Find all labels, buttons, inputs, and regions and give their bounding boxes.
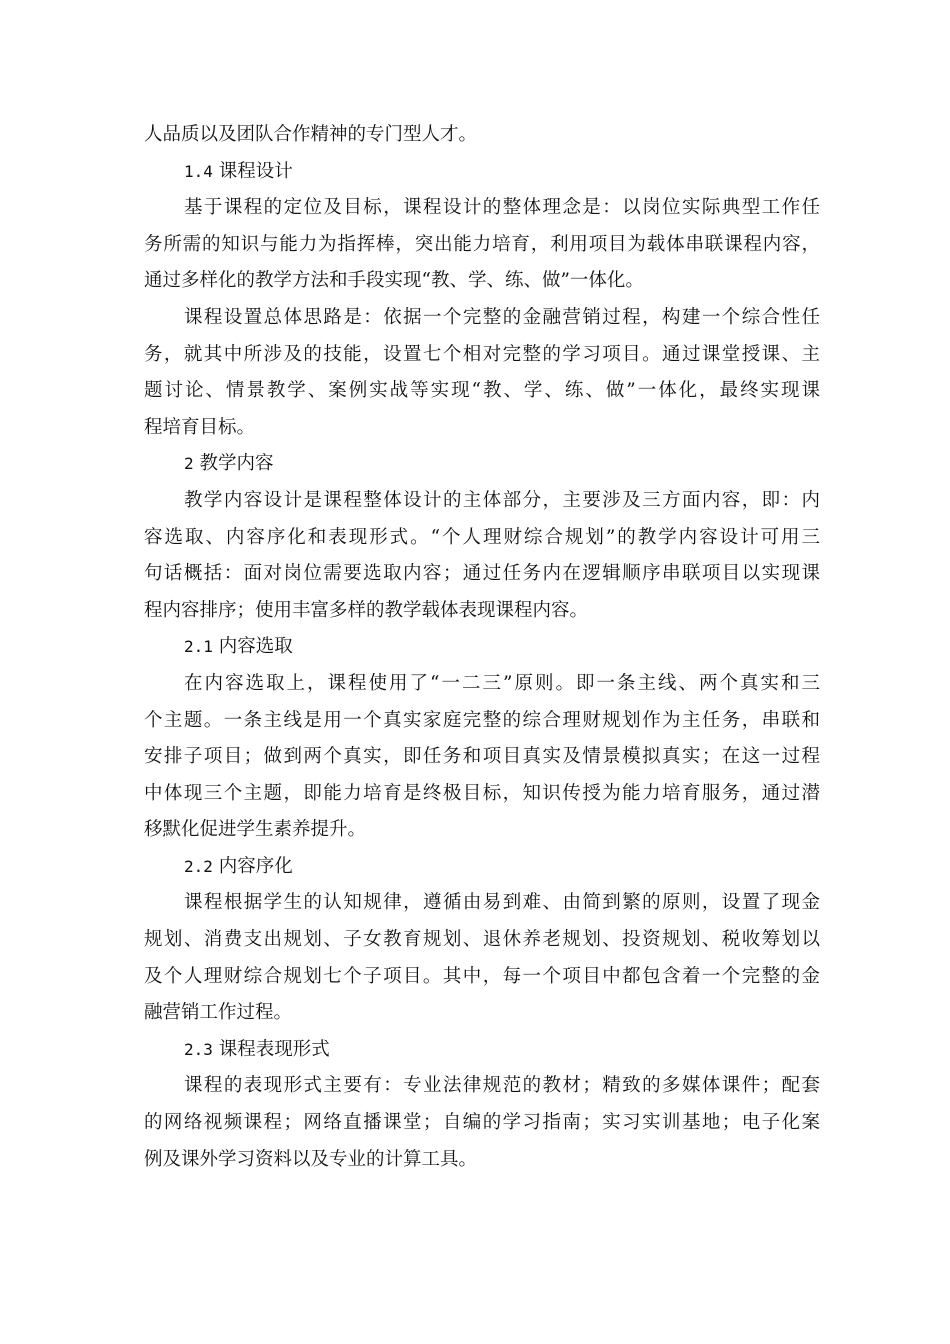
- paragraph-line: 融营销工作过程。: [144, 1002, 293, 1024]
- section-heading: [144, 629, 820, 666]
- section-heading: [144, 446, 820, 483]
- paragraph-line: 程培育目标。: [144, 416, 256, 438]
- section-heading: [144, 154, 820, 191]
- paragraph-line: 课程的表现形式主要有：专业法律规范的教材；精致的多媒体课件；配套: [184, 1075, 820, 1097]
- section-heading: [144, 849, 820, 886]
- paragraph-line: 教学内容设计是课程整体设计的主体部分，主要涉及三方面内容，即：内: [184, 489, 820, 511]
- section-number: 2.2: [184, 856, 213, 876]
- section-title: 内容序化: [218, 855, 293, 877]
- paragraph-line: 及个人理财综合规划七个子项目。其中，每一个项目中都包含着一个完整的金: [144, 965, 820, 987]
- section-title: 课程表现形式: [218, 1038, 330, 1060]
- paragraph-line: 通过多样化的教学方法和手段实现“教、学、练、做”一体化。: [144, 270, 644, 292]
- section-number: 2.3: [184, 1039, 213, 1059]
- document-body: [144, 117, 820, 1178]
- section-number: 2.1: [184, 637, 213, 657]
- paragraph-line: 中体现三个主题，即能力培育是终极目标，知识传授为能力培育服务，通过潜: [144, 782, 820, 804]
- paragraph-line: 个主题。一条主线是用一个真实家庭完整的综合理财规划作为主任务，串联和: [144, 709, 820, 731]
- paragraph-line: 题讨论、情景教学、案例实战等实现“教、学、练、做”一体化，最终实现课: [144, 380, 820, 402]
- section-title: 内容选取: [218, 636, 293, 658]
- paragraph-line: 例及课外学习资料以及专业的计算工具。: [144, 1148, 478, 1170]
- paragraph-line: 务所需的知识与能力为指挥棒，突出能力培育，利用项目为载体串联课程内容，: [144, 233, 820, 255]
- section-number: 2: [184, 454, 194, 474]
- paragraph-line: 务，就其中所涉及的技能，设置七个相对完整的学习项目。通过课堂授课、主: [144, 343, 820, 365]
- paragraph-line: 安排子项目；做到两个真实，即任务和项目真实及情景模拟真实；在这一过程: [144, 746, 820, 768]
- section-title: 教学内容: [199, 453, 274, 475]
- paragraph-line: 课程设置总体思路是：依据一个完整的金融营销过程，构建一个综合性任: [184, 306, 820, 328]
- paragraph-line: 的网络视频课程；网络直播课堂；自编的学习指南；实习实训基地；电子化案: [144, 1112, 820, 1134]
- paragraph-line: 移默化促进学生素养提升。: [144, 819, 367, 841]
- paragraph-line: 规划、消费支出规划、子女教育规划、退休养老规划、投资规划、税收筹划以: [144, 929, 820, 951]
- section-number: 1.4: [184, 161, 213, 181]
- section-heading: [144, 1032, 820, 1069]
- paragraph-line: 基于课程的定位及目标，课程设计的整体理念是：以岗位实际典型工作任: [184, 197, 820, 219]
- paragraph-line: 在内容选取上，课程使用了“一二三”原则。即一条主线、两个真实和三: [184, 672, 820, 694]
- paragraph-line: 人品质以及团队合作精神的专门型人才。: [144, 124, 478, 145]
- paragraph-line: 课程根据学生的认知规律，遵循由易到难、由简到繁的原则，设置了现金: [184, 892, 820, 914]
- paragraph-line: 程内容排序；使用丰富多样的教学载体表现课程内容。: [144, 599, 589, 621]
- paragraph-line: 容选取、内容序化和表现形式。“个人理财综合规划”的教学内容设计可用三: [144, 526, 820, 548]
- paragraph-line: 句话概括：面对岗位需要选取内容；通过任务内在逻辑顺序串联项目以实现课: [144, 563, 820, 585]
- section-title: 课程设计: [218, 160, 293, 182]
